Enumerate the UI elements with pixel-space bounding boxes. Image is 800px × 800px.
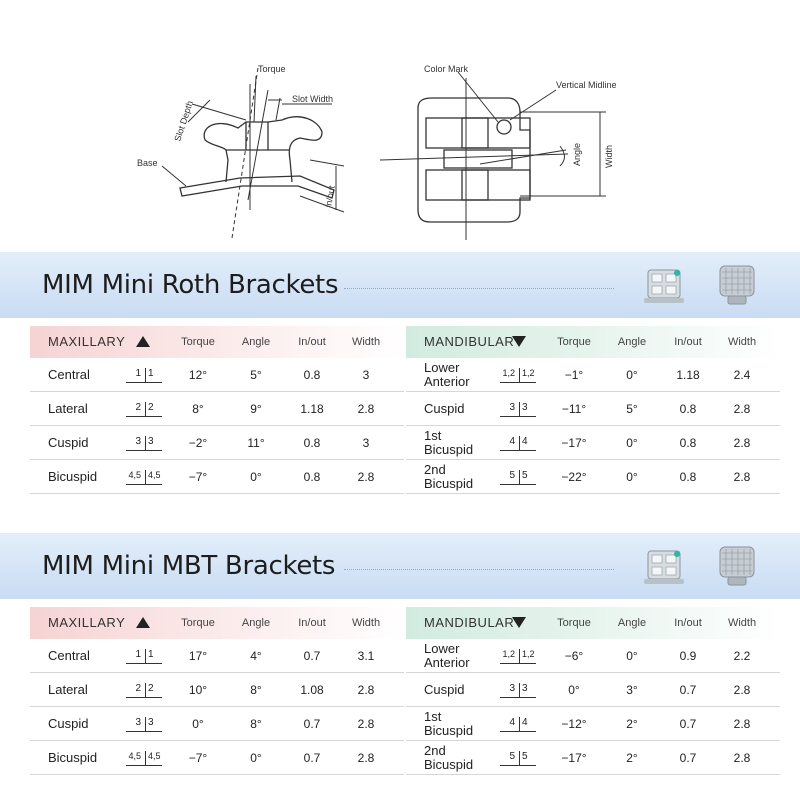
banner-divider [344,569,614,570]
tooth-number-notation [500,682,536,698]
inout-value: 0.8 [679,402,697,416]
in-out-label: in/out [323,184,337,209]
angle-value: 11° [247,436,265,450]
tooth-number-left: 4 [509,717,515,728]
tooth-number-right: 1 [145,368,162,383]
tooth-name-line2: Anterior [424,374,470,389]
angle-value: 3° [626,683,638,697]
tooth-number-right: 2 [145,402,162,417]
angle-value: 0° [626,649,638,663]
maxillary-label: MAXILLARY [48,615,126,630]
tooth-number-right: 5 [519,751,536,766]
torque-label: Torque [258,64,286,74]
table-body [406,358,780,494]
tooth-name [424,710,473,738]
roth-mandibular-table [406,326,780,494]
arrow-down-icon [512,336,526,347]
width-value: 2.8 [733,436,751,450]
torque-value: 8° [192,402,204,416]
col-width: Width [727,336,757,348]
tooth-number-right: 3 [145,436,162,451]
tooth-number-left: 5 [509,751,515,762]
torque-value: 12° [188,368,208,382]
inout-value: 0.7 [303,751,321,765]
table-row [30,460,404,494]
width-label: Width [604,144,614,168]
tooth-name: Bicuspid [48,469,98,484]
angle-value: 4° [250,649,262,663]
tooth-number-notation [126,435,162,451]
width-value: 2.8 [733,717,751,731]
torque-value: −7° [188,470,208,484]
mesh-base-icon [712,260,762,310]
tooth-name-line1: Cuspid [424,682,465,697]
table-row [406,673,780,707]
inout-value: 0.7 [303,717,321,731]
tooth-name [424,642,470,670]
tooth-name [424,401,464,416]
angle-value: 0° [250,751,262,765]
torque-value: −2° [188,436,208,450]
tooth-number-notation [500,716,536,732]
inout-value: 0.7 [679,751,697,765]
col-inout: In/out [298,336,326,348]
tooth-number-notation [500,435,536,451]
tooth-number-right: 1,2 [519,368,536,383]
tooth-name-line1: 2nd [424,462,446,477]
inout-value: 0.8 [303,470,321,484]
table-row [406,358,780,392]
mandibular-label: MANDIBULAR [424,615,515,630]
tooth-number-left: 5 [509,470,515,481]
angle-value: 0° [626,470,638,484]
tooth-number-notation [126,367,162,383]
width-value: 2.4 [733,368,751,382]
tooth-number-notation [126,648,162,664]
table-header [30,607,404,639]
tooth-name-line1: Lower [424,641,460,656]
torque-value: 10° [188,683,208,697]
tooth-name: Lateral [48,401,88,416]
tooth-number-right: 4 [519,717,536,732]
vertical-midline-label: Vertical Midline [556,80,617,90]
table-row [406,460,780,494]
diagram-svg [0,0,800,250]
tooth-number-left: 1 [135,649,141,660]
tooth-number-right: 5 [519,470,536,485]
table-header [406,607,780,639]
tooth-number-left: 3 [135,436,141,447]
torque-value: −7° [188,751,208,765]
tooth-number-notation [500,750,536,766]
width-value: 2.2 [733,649,751,663]
width-value: 2.8 [733,470,751,484]
table-row [406,639,780,673]
col-width: Width [351,336,381,348]
col-angle: Angle [617,336,647,348]
table-row [406,392,780,426]
tooth-number-right: 4,5 [145,470,162,485]
inout-value: 0.7 [679,683,697,697]
mandibular-label: MANDIBULAR [424,334,515,349]
table-header [30,326,404,358]
inout-value: 0.8 [303,436,321,450]
arrow-up-icon [136,617,150,628]
roth-maxillary-table [30,326,404,494]
col-angle: Angle [241,336,271,348]
width-value: 2.8 [357,402,375,416]
col-width: Width [727,617,757,629]
width-value: 3 [362,436,370,450]
angle-label: Angle [572,142,582,166]
inout-value: 0.8 [303,368,321,382]
tooth-name-line1: 1st [424,709,442,724]
tooth-name [424,429,473,457]
tooth-number-right: 1 [145,649,162,664]
angle-value: 8° [250,717,262,731]
tooth-name: Cuspid [48,716,89,731]
tooth-number-notation [126,469,162,485]
table-row [406,741,780,775]
inout-value: 0.7 [303,649,321,663]
tooth-number-left: 4 [509,436,515,447]
maxillary-label: MAXILLARY [48,334,126,349]
tooth-name: Lateral [48,682,88,697]
angle-value: 8° [250,683,262,697]
tooth-number-right: 4,5 [145,751,162,766]
tooth-number-left: 4,5 [128,751,141,761]
tooth-name-line2: Bicuspid [424,442,474,457]
tooth-number-left: 3 [509,683,515,694]
col-angle: Angle [241,617,271,629]
angle-value: 2° [626,717,638,731]
width-value: 2.8 [733,751,751,765]
mbt-banner [0,533,800,599]
inout-value: 1.18 [300,402,324,416]
torque-value: −17° [561,751,587,765]
torque-value: −6° [564,649,584,663]
width-value: 2.8 [357,683,375,697]
arrow-up-icon [136,336,150,347]
torque-value: −1° [564,368,584,382]
tooth-name [424,463,473,491]
mesh-base-icon [712,541,762,591]
bracket-diagrams [0,0,800,250]
tooth-number-left: 2 [135,402,141,413]
tooth-number-right: 3 [519,683,536,698]
col-torque: Torque [557,617,591,629]
width-value: 2.8 [357,470,375,484]
tooth-number-left: 1 [135,368,141,379]
tooth-name [424,682,464,697]
inout-value: 0.8 [679,436,697,450]
table-row [406,426,780,460]
tooth-number-notation [500,367,536,383]
color-mark-label: Color Mark [424,64,469,74]
table-row [30,707,404,741]
tooth-name-line1: 1st [424,428,442,443]
tooth-number-notation [500,469,536,485]
section-title: MIM Mini Roth Brackets [42,270,339,300]
width-value: 3.1 [357,649,375,663]
bracket-photo-icon [640,541,690,591]
slot-depth-label: Slot Depth [172,99,195,143]
tooth-name-line2: Anterior [424,655,470,670]
tooth-name: Central [48,648,90,663]
mbt-mandibular-table [406,607,780,775]
tooth-number-notation [500,401,536,417]
angle-value: 9° [250,402,262,416]
table-row [30,673,404,707]
tooth-number-left: 1,2 [502,649,515,659]
inout-value: 0.9 [679,649,697,663]
width-value: 2.8 [733,402,751,416]
table-row [406,707,780,741]
col-inout: In/out [674,617,702,629]
inout-value: 1.18 [676,368,700,382]
inout-value: 0.7 [679,717,697,731]
tooth-name-line1: 2nd [424,743,446,758]
tooth-number-notation [126,716,162,732]
col-torque: Torque [181,336,215,348]
col-torque: Torque [181,617,215,629]
width-value: 2.8 [733,683,751,697]
tooth-number-notation [500,648,536,664]
arrow-down-icon [512,617,526,628]
torque-value: −22° [561,470,587,484]
tooth-name [424,744,473,772]
bracket-photo-icon [640,260,690,310]
tooth-number-left: 2 [135,683,141,694]
base-label: Base [137,158,158,168]
tooth-number-right: 3 [145,717,162,732]
tooth-number-right: 4 [519,436,536,451]
inout-value: 1.08 [300,683,324,697]
tooth-name-line2: Bicuspid [424,476,474,491]
roth-banner [0,252,800,318]
angle-value: 5° [250,368,262,382]
table-row [30,639,404,673]
angle-value: 0° [626,436,638,450]
section-title: MIM Mini MBT Brackets [42,551,336,581]
torque-value: −12° [561,717,587,731]
tooth-name: Cuspid [48,435,89,450]
slot-width-label: Slot Width [292,94,334,104]
mbt-maxillary-table [30,607,404,775]
col-angle: Angle [617,617,647,629]
tooth-number-notation [126,401,162,417]
tooth-name-line1: Lower [424,360,460,375]
width-value: 2.8 [357,751,375,765]
tooth-number-right: 1,2 [519,649,536,664]
tooth-number-left: 4,5 [128,470,141,480]
inout-value: 0.8 [679,470,697,484]
tooth-number-left: 1,2 [502,368,515,378]
table-body [30,358,404,494]
col-torque: Torque [557,336,591,348]
col-inout: In/out [298,617,326,629]
torque-value: 17° [188,649,208,663]
angle-value: 2° [626,751,638,765]
torque-value: −17° [561,436,587,450]
table-row [30,392,404,426]
table-row [30,358,404,392]
torque-value: 0° [192,717,204,731]
tooth-name [424,361,470,389]
table-header [406,326,780,358]
tooth-name: Central [48,367,90,382]
tooth-number-right: 2 [145,683,162,698]
tooth-name-line2: Bicuspid [424,757,474,772]
tooth-number-notation [126,682,162,698]
table-row [30,741,404,775]
col-inout: In/out [674,336,702,348]
torque-value: 0° [568,683,580,697]
table-body [406,639,780,775]
width-value: 3 [362,368,370,382]
angle-value: 5° [626,402,638,416]
torque-value: −11° [561,402,587,416]
tooth-number-left: 3 [135,717,141,728]
col-width: Width [351,617,381,629]
angle-value: 0° [250,470,262,484]
table-body [30,639,404,775]
tooth-name: Bicuspid [48,750,98,765]
tooth-number-notation [126,750,162,766]
angle-value: 0° [626,368,638,382]
tooth-number-left: 3 [509,402,515,413]
tooth-number-right: 3 [519,402,536,417]
width-value: 2.8 [357,717,375,731]
table-row [30,426,404,460]
tooth-name-line2: Bicuspid [424,723,474,738]
tooth-name-line1: Cuspid [424,401,465,416]
banner-divider [344,288,614,289]
